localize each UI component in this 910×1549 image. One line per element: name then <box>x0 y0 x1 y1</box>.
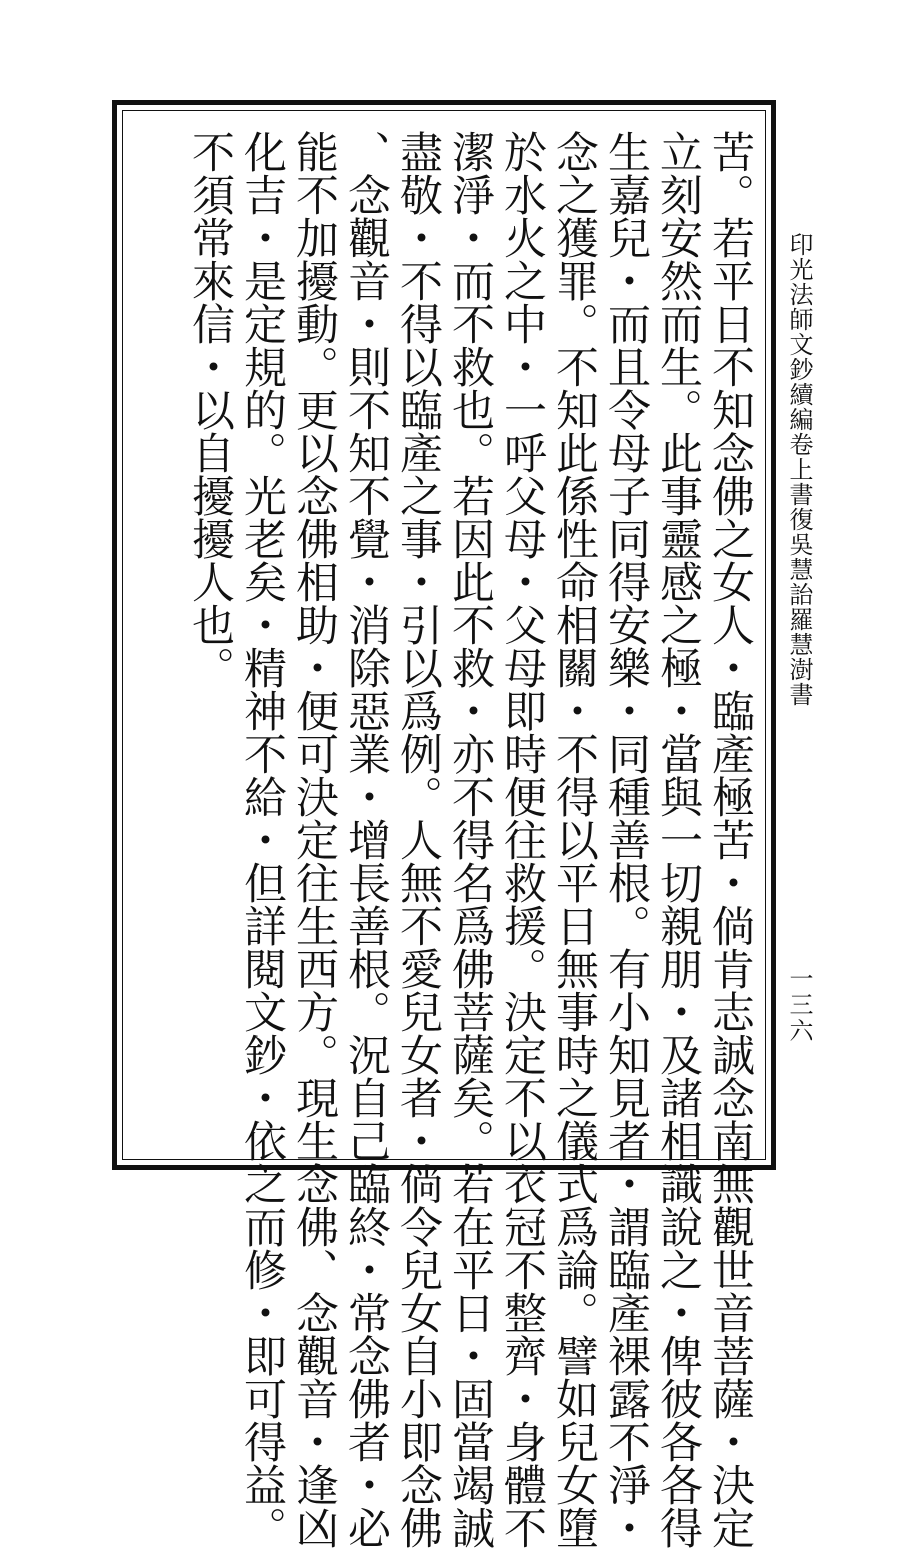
text-column: 能不加擾動。更以念佛相助・便可決定往生西方。現生念佛、念觀音・逢凶 <box>289 130 339 1549</box>
text-column: 潔淨・而不救也。若因此不救・亦不得名爲佛菩薩矣。若在平日・固當竭誠 <box>445 130 495 1549</box>
text-column: 、念觀音・則不知不覺・消除惡業・增長善根。況自己臨終・常念佛者・必 <box>341 130 391 1549</box>
text-column: 生嘉兒・而且令母子同得安樂・同種善根。有小知見者・謂臨產裸露不淨・ <box>601 130 651 1549</box>
page-number: 一三六 <box>785 966 813 1044</box>
text-column: 念之獲罪。不知此係性命相關・不得以平日無事時之儀式爲論。譬如兒女墮 <box>549 130 599 1549</box>
text-column: 化吉・是定規的。光老矣・精神不給・但詳閱文鈔・依之而修・即可得益。 <box>237 130 287 1549</box>
book-title: 印光法師文鈔續編卷上 <box>785 232 813 482</box>
text-column: 不須常來信・以自擾擾人也。 <box>185 130 235 689</box>
text-column: 立刻安然而生。此事靈感之極・當與一切親朋・及諸相識說之・俾彼各各得 <box>653 130 703 1549</box>
text-column: 盡敬・不得以臨產之事・引以爲例。人無不愛兒女者・倘令兒女自小即念佛 <box>393 130 443 1549</box>
letter-title: 復吳慧詒羅慧澍書 <box>785 507 813 707</box>
text-column: 於水火之中・一呼父母・父母即時便往救援。決定不以衣冠不整齊・身體不 <box>497 130 547 1549</box>
section-label: 書 <box>785 482 813 507</box>
text-column: 苦。若平日不知念佛之女人・臨產極苦・倘肯志誠念南無觀世音菩薩・決定 <box>705 130 755 1549</box>
running-header <box>782 232 817 707</box>
body-text <box>185 130 756 1549</box>
